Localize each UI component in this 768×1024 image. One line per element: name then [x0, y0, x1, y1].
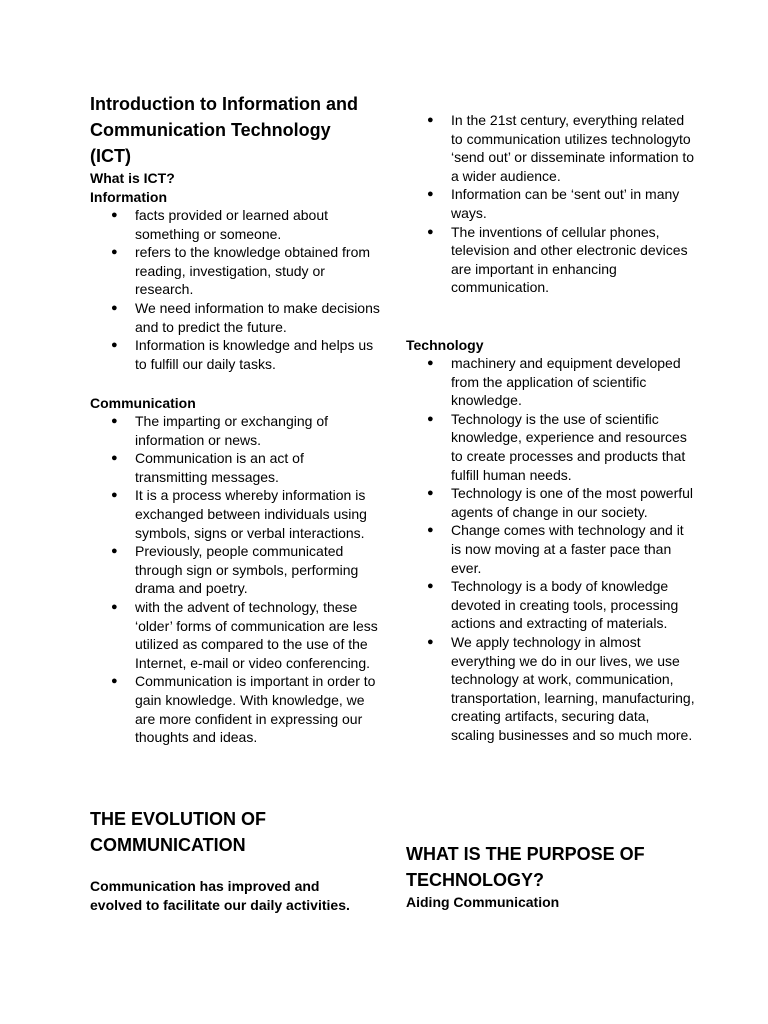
communication-list [90, 412, 380, 747]
evolution-heading: THE EVOLUTION OF COMMUNICATION [90, 809, 267, 855]
list-item: ● We apply technology in almost everything we do in our lives, we use technology at work, communication, transportation, learning, manufacturing, creating artifacts, securing data, scaling businesses and so much more. [406, 633, 696, 745]
list-item: ● We need information to make decisions and to predict the future. [90, 299, 380, 336]
technology-list [406, 354, 696, 744]
list-item: ● Communication is important in order to gain knowledge. With knowledge, we are more confident in expressing our thoughts and ideas. [90, 672, 380, 746]
list-item: ● Technology is the use of scientific knowledge, experience and resources to create processes and products that fulfill human needs. [406, 410, 696, 484]
list-item: ● refers to the knowledge obtained from reading, investigation, study or research. [90, 243, 380, 299]
purpose-heading: WHAT IS THE PURPOSE OF TECHNOLOGY? [406, 844, 645, 890]
information-heading: Information [90, 189, 167, 205]
list-item: ● Communication is an act of transmitting messages. [90, 449, 380, 486]
communication-heading: Communication [90, 395, 196, 411]
information-list [90, 206, 380, 373]
list-item: ● Previously, people communicated through sign or symbols, performing drama and poetry. [90, 542, 380, 598]
what-is-ict-heading: What is ICT? [90, 170, 175, 186]
list-item: ● Information can be ‘sent out’ in many ways. [406, 185, 696, 222]
communication-continued-list [406, 111, 696, 297]
list-item: ● machinery and equipment developed from the application of scientific knowledge. [406, 354, 696, 410]
list-item: ● facts provided or learned about something or someone. [90, 206, 380, 243]
list-item: ● Change comes with technology and it is now moving at a faster pace than ever. [406, 521, 696, 577]
list-item: ● with the advent of technology, these ‘older’ forms of communication are less utilized as compared to the use of the Internet, e-mail or video conferencing. [90, 598, 380, 672]
evolution-text: Communication has improved and evolved to facilitate our daily activities. [90, 878, 350, 913]
list-item: ● It is a process whereby information is exchanged between individuals using symbols, signs or verbal interactions. [90, 486, 380, 542]
list-item: ● The inventions of cellular phones, television and other electronic devices are important in enhancing communication. [406, 223, 696, 297]
list-item: ● Technology is one of the most powerful agents of change in our society. [406, 484, 696, 521]
document-title: Introduction to Information and Communication Technology (ICT) [90, 94, 358, 166]
list-item: ● In the 21st century, everything related to communication utilizes technologyto ‘send out’ or disseminate information to a wider audience. [406, 111, 696, 185]
list-item: ● Information is knowledge and helps us to fulfill our daily tasks. [90, 336, 380, 373]
list-item: ● The imparting or exchanging of information or news. [90, 412, 380, 449]
aiding-communication-heading: Aiding Communication [406, 894, 560, 910]
list-item: ● Technology is a body of knowledge devoted in creating tools, processing actions and extracting of materials. [406, 577, 696, 633]
technology-heading: Technology [406, 337, 484, 353]
